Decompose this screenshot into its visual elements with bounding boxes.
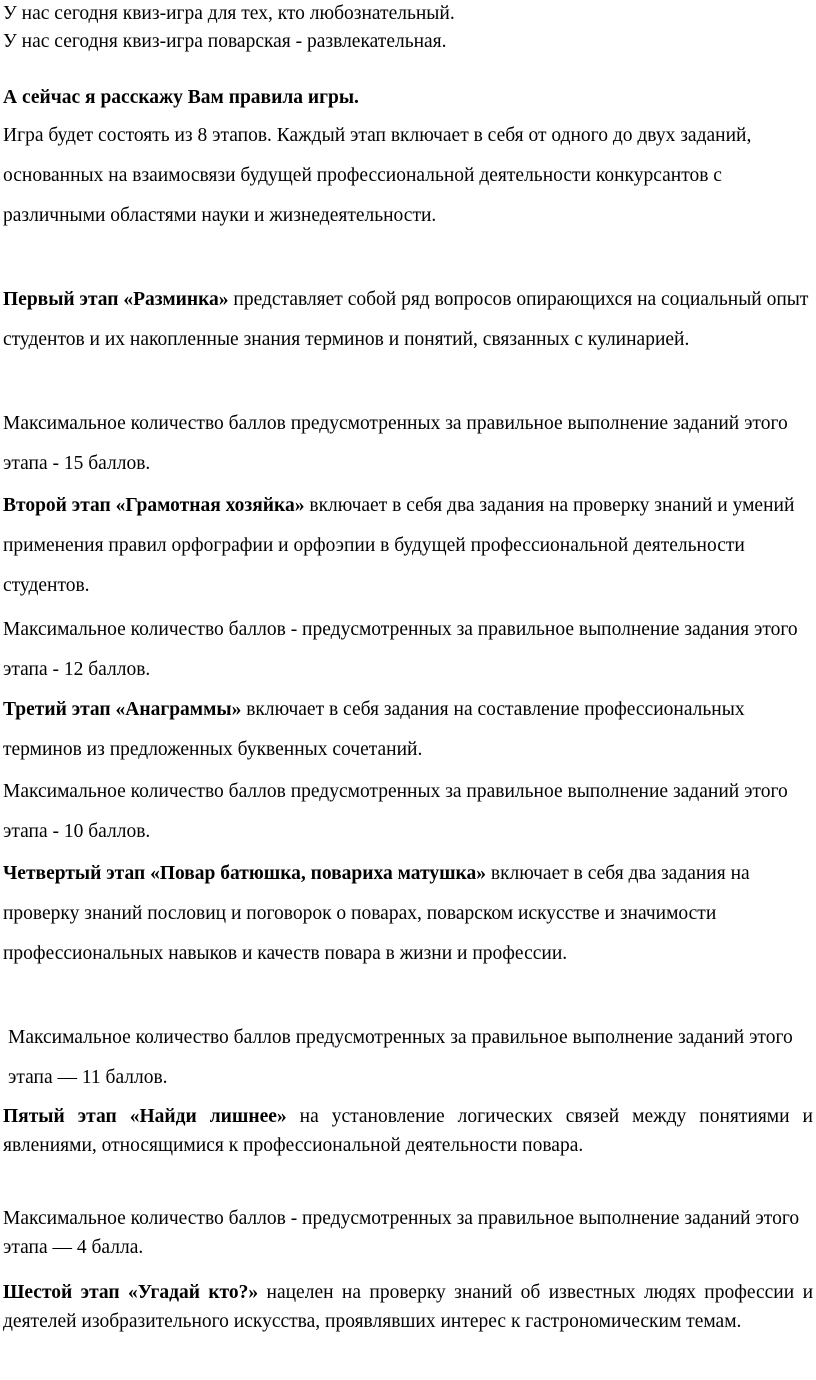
stage-1-desc: представляет собой ряд вопросов опирающихся на социальный опыт студентов и их накопленные знания терминов и понятий, связанных с кулинарией. <box>3 289 809 350</box>
stage-1-paragraph <box>3 280 813 360</box>
stage-4-title: Четвертый этап «Повар батюшка, повариха матушка» <box>3 863 486 884</box>
stage-4-desc: включает в себя два задания на проверку знаний пословиц и поговорок о поварах, поварском искусстве и значимости профессиональных навыков и качеств повара в жизни и профессии. <box>3 863 750 964</box>
stage-3-paragraph <box>3 690 813 770</box>
stage-3-desc: включает в себя задания на составление профессиональных терминов из предложенных буквенных сочетаний. <box>3 699 745 760</box>
stage-6-paragraph <box>3 1278 813 1336</box>
stage-2-desc: включает в себя два задания на проверку знаний и умений применения правил орфографии и орфоэпии в будущей профессиональной деятельности студентов. <box>3 495 795 596</box>
stage-2-score: Максимальное количество баллов - предусмотренных за правильное выполнение задания этого этапа - 12 баллов. <box>3 619 798 680</box>
rules-heading-text: А сейчас я расскажу Вам правила игры. <box>3 87 359 108</box>
stage-6-desc: нацелен на проверку знаний об известных людях профессии и деятелей изобразительного искусства, проявлявших интерес к гастрономическим темам. <box>3 1282 814 1332</box>
stage-5-title: Пятый этап «Найди лишнее» <box>3 1106 287 1127</box>
stage-3-title: Третий этап «Анаграммы» <box>3 699 242 720</box>
stage-3-score: Максимальное количество баллов предусмотренных за правильное выполнение заданий этого этапа - 10 баллов. <box>3 781 788 842</box>
intro-line-1: У нас сегодня квиз-игра для тех, кто любознательный. <box>3 3 455 24</box>
stage-2-title: Второй этап «Грамотная хозяйка» <box>3 495 305 516</box>
rules-paragraph: Игра будет состоять из 8 этапов. Каждый этап включает в себя от одного до двух заданий, основанных на взаимосвязи будущей профессиональной деятельности конкурсантов с различными областями науки и жизнедеятельности. <box>3 125 752 226</box>
rules-heading <box>3 86 813 110</box>
stage-4-score: Максимальное количество баллов предусмотренных за правильное выполнение заданий этого этапа — 11 баллов. <box>8 1027 793 1088</box>
stage-1-title: Первый этап «Разминка» <box>3 289 229 310</box>
stage-6-title: Шестой этап «Угадай кто?» <box>3 1282 259 1303</box>
stage-4-paragraph <box>3 854 813 974</box>
stage-1-score: Максимальное количество баллов предусмотренных за правильное выполнение заданий этого этапа - 15 баллов. <box>3 413 788 474</box>
stage-2-paragraph <box>3 486 813 606</box>
stage-5-score: Максимальное количество баллов - предусмотренных за правильное выполнение заданий этого этапа — 4 балла. <box>3 1208 800 1258</box>
stage-5-desc: на установление логических связей между понятиями и явлениями, относящимися к профессиональной деятельности повара. <box>3 1106 813 1156</box>
intro-line-2: У нас сегодня квиз-игра поварская - развлекательная. <box>3 31 447 52</box>
stage-5-paragraph <box>3 1102 813 1160</box>
